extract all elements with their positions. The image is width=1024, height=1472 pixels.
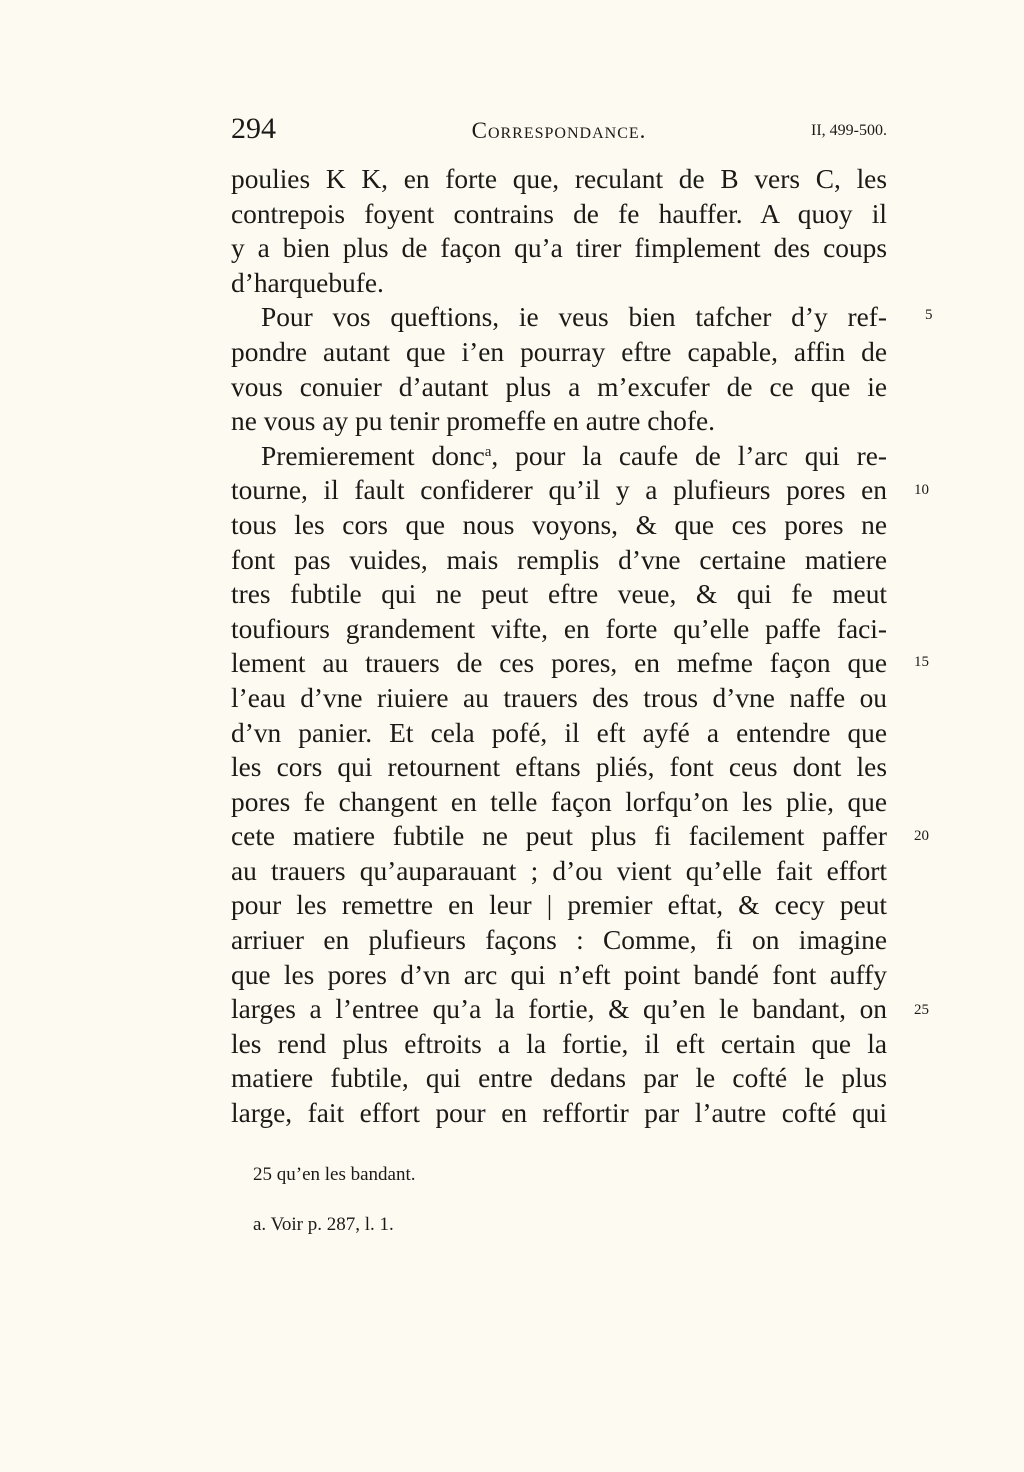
text-line: Pour vos queftions, ie veus bien tafcher d’y ref- [261, 302, 887, 333]
line-number: 25 [914, 1002, 929, 1018]
text-line: lement au trauers de ces pores, en mefme façon que [231, 648, 887, 679]
text-line: pour les remettre en leur | premier eftat, & cecy peut [231, 890, 887, 921]
line-number: 20 [914, 828, 929, 844]
text-line: cete matiere fubtile ne peut plus fi facilement paffer [231, 821, 887, 852]
text-line: font pas vuides, mais remplis d’vne certaine matiere [231, 544, 887, 575]
body-text [231, 162, 887, 1131]
text-line: les cors qui retournent eftans pliés, font ceus dont les [231, 752, 887, 783]
variant-note: 25 qu’en les bandant. [253, 1164, 416, 1185]
text-line: ne vous ay pu tenir promeffe en autre chofe. [231, 406, 715, 437]
text-line: tourne, il fault confiderer qu’il y a plufieurs pores en [231, 475, 887, 506]
text-line: d’harquebufe. [231, 267, 384, 298]
text-line: que les pores d’vn arc qui n’eft point bandé font auffy [231, 959, 887, 990]
text-line: les rend plus eftroits a la fortie, il eft certain que la [231, 1028, 887, 1059]
volume-reference: II, 499-500. [811, 122, 887, 139]
text-line: contrepois foyent contrains de fe hauffer. A quoy il [231, 198, 887, 229]
text-line: au trauers qu’auparauant ; d’ou vient qu’elle fait effort [231, 855, 887, 886]
line-number: 15 [914, 654, 929, 670]
line-number: 5 [925, 307, 933, 323]
text-line: matiere fubtile, qui entre dedans par le cofté le plus [231, 1063, 887, 1094]
line-number: 10 [914, 482, 929, 498]
text-line: Premierement donc$^a$, pour la caufe de l’arc qui re- [261, 440, 887, 471]
page-header [231, 112, 887, 152]
text-line: large, fait effort pour en reffortir par l’autre cofté qui [231, 1098, 887, 1129]
text-line: arriuer en plufieurs façons : Comme, fi on imagine [231, 925, 887, 956]
text-line: l’eau d’vne riuiere au trauers des trous d’vne naffe ou [231, 682, 887, 713]
text-line: pores fe changent en telle façon lorfqu’on les plie, que [231, 786, 887, 817]
page-number: 294 [231, 112, 276, 145]
text-line: poulies K K, en forte que, reculant de B vers C, les [231, 164, 887, 194]
footnote-marker: a [484, 443, 492, 460]
text-line: tres fubtile qui ne peut eftre veue, & qui fe meut [231, 579, 887, 610]
text-line: larges a l’entree qu’a la fortie, & qu’en le bandant, on [231, 994, 887, 1025]
text-line: tous les cors que nous voyons, & que ces pores ne [231, 509, 887, 540]
text-line: y a bien plus de façon qu’a tirer fimplement des coups [231, 233, 887, 264]
text-line: pondre autant que i’en pourray eftre capable, affin de [231, 336, 887, 367]
text-line: d’vn panier. Et cela pofé, il eft ayfé a entendre que [231, 717, 887, 748]
text-line: vous conuier d’autant plus a m’excufer de ce que ie [231, 371, 887, 402]
footnote: a. Voir p. 287, l. 1. [253, 1214, 394, 1235]
text-line: toufiours grandement vifte, en forte qu’elle paffe faci- [231, 613, 887, 644]
running-title: Correspondance. [471, 118, 647, 143]
